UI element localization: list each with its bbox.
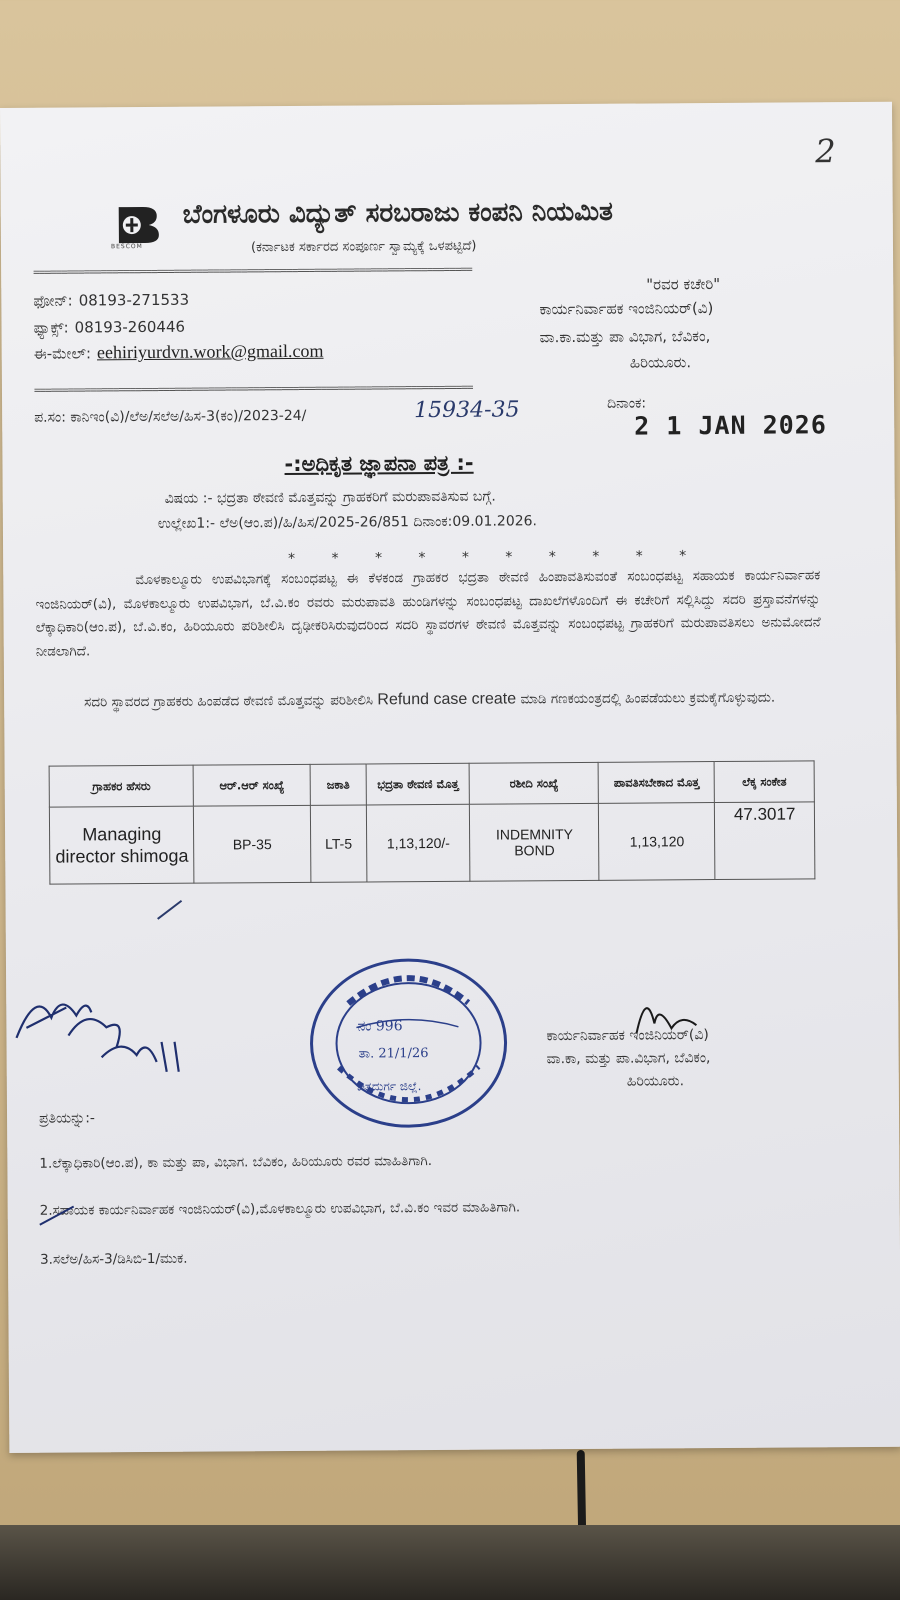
company-name: ಬೆಂಗಳೂರು ವಿದ್ಯುತ್ ಸರಬರಾಜು ಕಂಪನಿ ನಿಯಮಿತ [182,196,613,230]
signatory-line-2: ವಾ.ಕಾ, ಮತ್ತು ಪಾ.ವಿಭಾಗ, ಬೆವಿಕಂ, [546,1050,711,1068]
email-link[interactable]: eehiriyurdvn.work@gmail.com [96,340,324,363]
strike-mark-icon [38,1202,78,1228]
tick-mark-icon [154,897,188,923]
body-paragraph-2 [36,685,821,715]
copies-label: ಪ್ರತಿಯನ್ನು:- [39,1110,96,1127]
header-rule: ============================================================================== [33,262,472,279]
initials-signature-icon [6,977,197,1088]
document-title: -:ಅಧಿಕೃತ ಜ್ಞಾಪನಾ ಪತ್ರ :- [284,450,474,477]
logo-caption: BESCOM [110,243,143,251]
handwritten-reference: 15934-35 [414,397,520,424]
desk-edge [0,1525,900,1600]
col-receipt-number: ರಶೀದಿ ಸಂಖ್ಯೆ [469,762,598,804]
col-deposit-amount: ಭದ್ರತಾ ಠೇವಣಿ ಮೊತ್ತ [366,763,469,805]
date-label: ದಿನಾಂಕ: [607,395,647,412]
official-seal-icon [308,956,509,1129]
phone-line [33,291,189,310]
para2-refund-case: Refund case create [377,690,517,709]
office-line-1: "ರವರ ಕಚೇರಿ" [646,274,721,294]
subject-line: ವಿಷಯ :- ಭದ್ರತಾ ಠೇವಣಿ ಮೊತ್ತವನ್ನು ಗ್ರಾಹಕರಿಗೆ ಮರುಪಾವತಿಸುವ ಬಗ್ಗೆ. [164,488,496,507]
cell-receipt-number: INDEMNITY BOND [470,803,599,881]
email-line [34,341,324,364]
cell-payable-amount: 1,13,120 [599,803,716,881]
refund-table [49,760,816,884]
para2-text-b: ಮಾಡಿ ಗಣಕಯಂತ್ರದಲ್ಲಿ ಹಿಂಪಡೆಯಲು ಕ್ರಮಕೈಗೊಳ್ಳುವುದು. [520,689,776,708]
office-line-4: ಹಿರಿಯೂರು. [629,353,692,372]
cell-rr-number: BP-35 [194,805,311,883]
date-stamp: 2 1 JAN 2026 [634,410,827,441]
phone-value: 08193-271533 [78,290,190,310]
stamp-number: ನಂ 996 [357,1018,403,1035]
letter-reference-number: ಪ.ಸಂ: ಕಾನಿಇಂ(ವಿ)/ಲೆಅ/ಸಲೆಅ/ಹಿಸ-3(ಕಂ)/2023-24/ [34,407,307,426]
copy-item-3: 3.ಸಲೆಅ/ಹಿಸ-3/ಡಿಸಿಬಿ-1/ಮುಕ. [39,1250,188,1268]
office-line-3: ವಾ.ಕಾ.ಮತ್ತು ಪಾ ವಿಭಾಗ, ಬೆವಿಕಂ, [539,327,711,347]
copy-item-2: 2.ಸಹಾಯಕ ಕಾರ್ಯನಿರ್ವಾಹಕ ಇಂಜಿನಿಯರ್(ವಿ),ಮೊಳಕಾಲ್ಮೂರು ಉಪವಿಭಾಗ, ಬೆ.ವಿ.ಕಂ ಇವರ ಮಾಹಿತಿಗಾಗಿ. [39,1199,521,1219]
signatory-line-1: ಕಾರ್ಯನಿರ್ವಾಹಕ ಇಂಜಿನಿಯರ್(ವಿ) [546,1027,709,1045]
bescom-logo-icon [113,205,161,245]
signatory-line-3: ಹಿರಿಯೂರು. [626,1073,685,1090]
col-account-code: ಲೆಕ್ಕ ಸಂಕೇತ [714,761,814,803]
body-paragraph-1: ಮೊಳಕಾಲ್ಮೂರು ಉಪವಿಭಾಗಕ್ಕೆ ಸಂಬಂಧಪಟ್ಟ ಈ ಕೆಳಕಂಡ ಗ್ರಾಹಕರ ಭದ್ರತಾ ಠೇವಣಿ ಹಿಂಪಾವತಿಸುವಂತೆ ಸಂಬಂಧಪಟ್ಟ ಸಹಾಯಕ ಕಾರ್ಯನಿರ್ವಾಹಕ ಇಂಜಿನಿಯರ್(ವಿ), ಮೊಳಕಾಲ್ಮೂರು ಉಪವಿಭಾಗ, ಬೆ.ವಿ.ಕಂ ರವರು ಮರುಪಾವತಿ ಹುಂಡಿಗಳನ್ನು ಸಂಬಂಧಪಟ್ಟ ದಾಖಲೆಗಳೊಂದಿಗೆ ಈ ಕಚೇರಿಗೆ ಸಲ್ಲಿಸಿದ್ದು ಸದರಿ ಪ್ರಸ್ತಾವನೆಗಳನ್ನು ಲೆಕ್ಕಾಧಿಕಾರಿ(ಆಂ.ಪ), ಬೆ.ವಿ.ಕಂ, ಹಿರಿಯೂರು ಪರಿಶೀಲಿಸಿ ದೃಢೀಕರಿಸಿರುವುದರಿಂದ ಸದರಿ ಸ್ಥಾವರಗಳ ಠೇವಣಿ ಮೊತ್ತವನ್ನು ಸಂಬಂಧಪಟ್ಟ ಗ್ರಾಹಕರಿಗೆ ಮರುಪಾವತಿಸಲು ಅನುಮೋದನೆ ನೀಡಲಾಗಿದೆ. [35,567,821,660]
govt-ownership-line: (ಕರ್ನಾಟಕ ಸರ್ಕಾರದ ಸಂಪೂರ್ಣ ಸ್ವಾಮ್ಯಕ್ಕೆ ಒಳಪಟ್ಟಿದೆ) [250,238,477,256]
col-tariff: ಜಕಾತಿ [310,764,367,805]
table-header-row [49,761,814,807]
stamp-date: ತಾ. 21/1/26 [358,1046,429,1062]
separator-stars: * * * * * * * * * * [288,548,703,567]
copy-item-1: 1.ಲೆಕ್ಕಾಧಿಕಾರಿ(ಆಂ.ಪ), ಕಾ ಮತ್ತು ಪಾ, ವಿಭಾಗ. ಬೆವಿಕಂ, ಹಿರಿಯೂರು ರವರ ಮಾಹಿತಿಗಾಗಿ. [39,1153,433,1172]
stamp-district: ಚಿತ್ರದುರ್ಗ ಜಿಲ್ಲೆ. [356,1079,422,1094]
page-number: 2 [815,132,836,171]
col-payable-amount: ಪಾವತಿಸಬೇಕಾದ ಮೊತ್ತ [598,762,714,804]
fax-label: ಫ್ಯಾಕ್ಸ್: [33,318,69,337]
cell-account-code: 47.3017 [715,802,815,880]
email-label: ಈ-ಮೇಲ್: [33,344,92,363]
col-consumer-name: ಗ್ರಾಹಕರ ಹೆಸರು [49,765,194,807]
cell-consumer-name: Managing director shimoga [49,806,194,884]
office-line-2: ಕಾರ್ಯನಿರ್ವಾಹಕ ಇಂಜಿನಿಯರ್(ವಿ) [539,299,714,319]
address-rule: ============================================================================== [33,380,473,397]
fax-line [33,318,185,337]
cell-deposit-amount: 1,13,120/- [367,804,471,882]
letter-sheet [0,102,900,1453]
phone-label: ಫೋನ್: [33,291,73,310]
col-rr-number: ಆರ್.ಆರ್ ಸಂಖ್ಯೆ [194,764,311,806]
table-row [49,802,815,884]
fax-value: 08193-260446 [74,317,186,337]
reference-line: ಉಲ್ಲೇಖ1:- ಲೆಅ(ಆಂ.ಪ)/ಹಿ/ಹಿಸ/2025-26/851 ದಿನಾಂಕ:09.01.2026. [157,513,538,532]
cell-tariff: LT-5 [310,805,367,882]
para2-text-a: ಸದರಿ ಸ್ಥಾವರದ ಗ್ರಾಹಕರು ಹಿಂಪಡೆದ ಠೇವಣಿ ಮೊತ್ತವನ್ನು ಪರಿಶೀಲಿಸಿ [84,692,374,711]
